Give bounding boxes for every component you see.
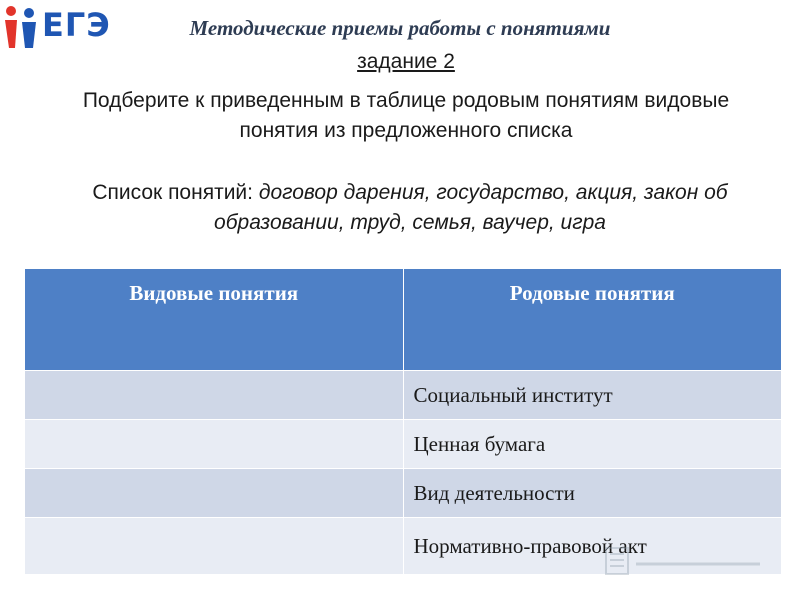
column-header-species: Видовые понятия	[25, 269, 404, 371]
species-cell[interactable]	[25, 371, 404, 420]
genus-cell: Нормативно-правовой акт	[403, 518, 782, 575]
task-line-2: понятия из предложенного списка	[239, 119, 573, 142]
concept-list	[30, 178, 790, 238]
species-cell[interactable]	[25, 469, 404, 518]
concept-list-label: Список понятий:	[92, 181, 259, 204]
table-row	[25, 420, 782, 469]
genus-cell: Социальный институт	[403, 371, 782, 420]
concept-list-items-1: договор дарения, государство, акция, закон об	[258, 181, 728, 204]
page-title: Методические приемы работы с понятиями	[189, 16, 611, 40]
task-line-1: Подберите к приведенным в таблице родовым понятиям видовые	[82, 89, 730, 112]
column-header-genus: Родовые понятия	[403, 269, 782, 371]
species-cell[interactable]	[25, 420, 404, 469]
task-number: задание 2	[357, 50, 455, 73]
concepts-table	[24, 268, 782, 575]
watermark-logo-icon	[600, 540, 770, 580]
table-row	[25, 469, 782, 518]
concept-list-items-2: образовании, труд, семья, ваучер, игра	[214, 211, 606, 234]
task-instruction	[0, 86, 800, 146]
table-row	[25, 371, 782, 420]
logo-text: ЕГЭ	[42, 6, 111, 44]
genus-cell: Ценная бумага	[403, 420, 782, 469]
species-cell[interactable]	[25, 518, 404, 575]
genus-cell: Вид деятельности	[403, 469, 782, 518]
table-header-row	[25, 269, 782, 371]
